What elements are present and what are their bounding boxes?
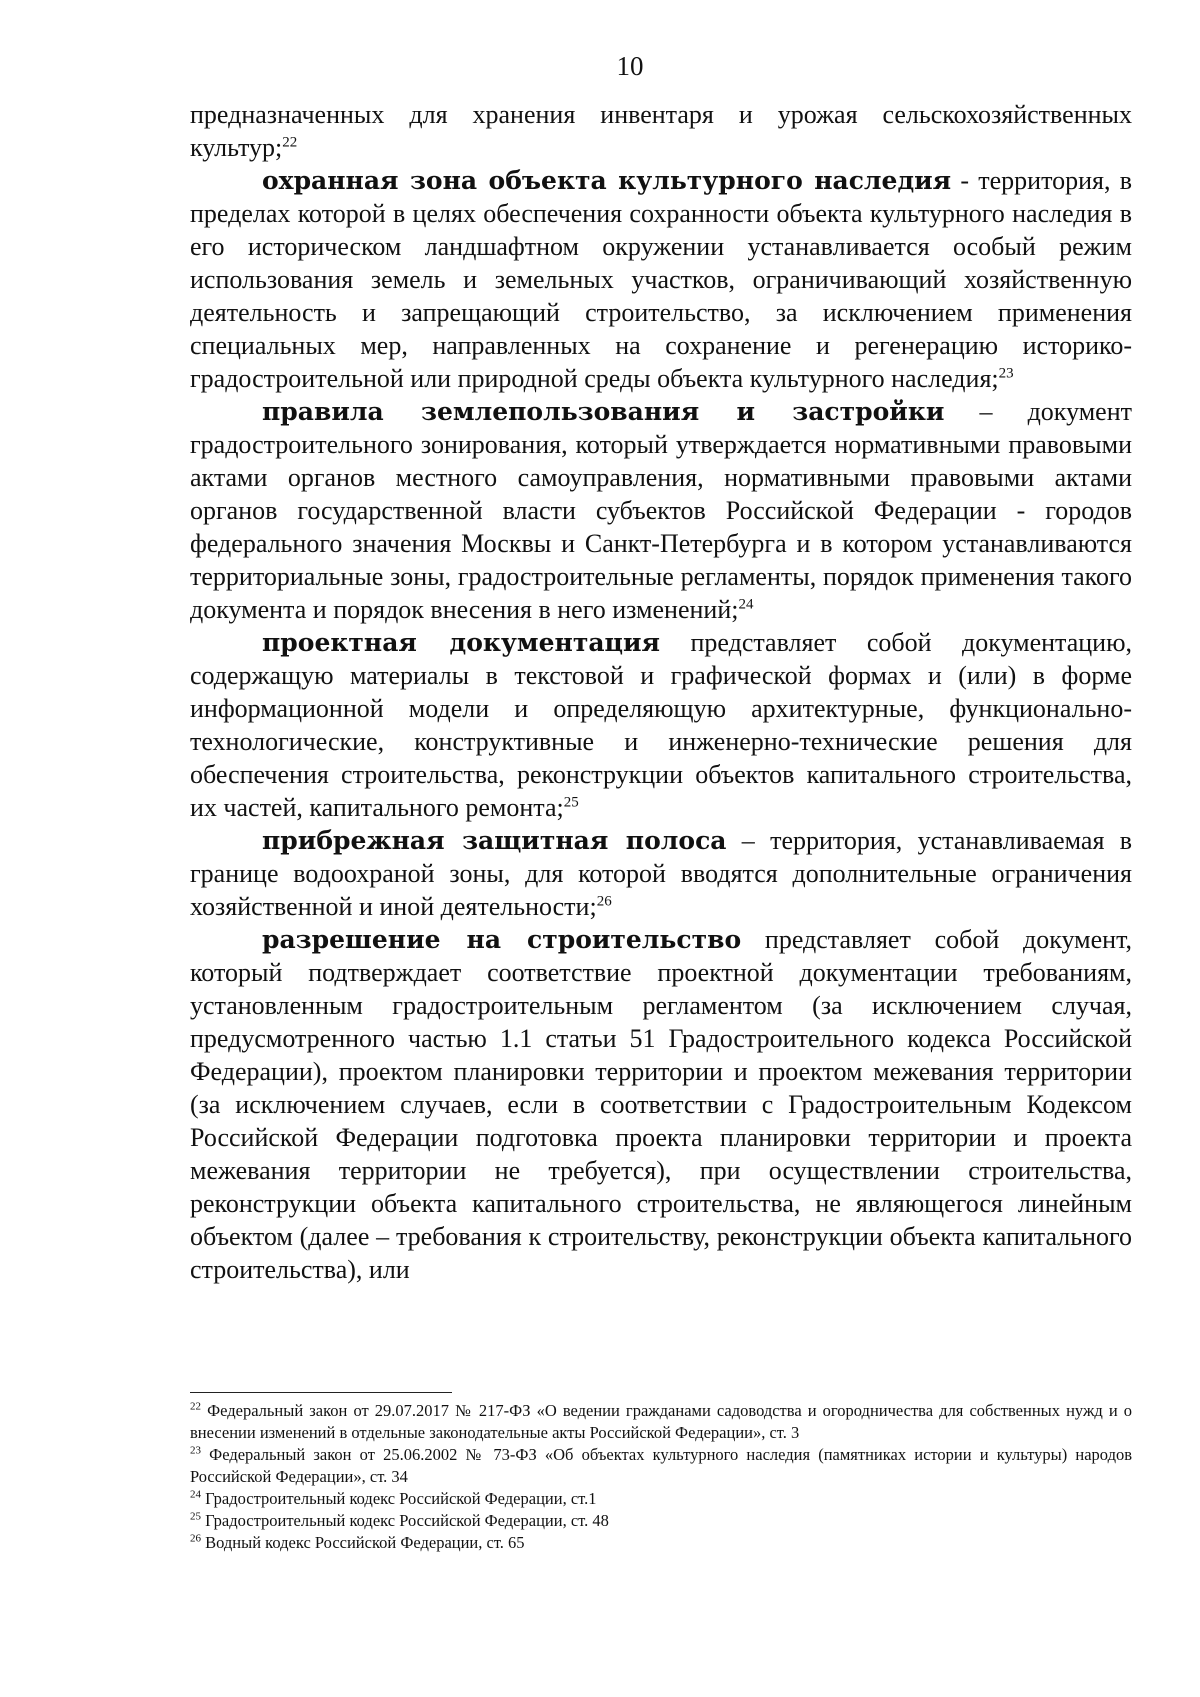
continuation-text: предназначенных для хранения инвентаря и урожая сельскохозяйственных культур; — [190, 100, 1132, 162]
footnote-text: Федеральный закон от 29.07.2017 № 217-ФЗ «О ведении гражданами садоводства и огородничества для собственных нужд и о внесении изменений в отдельные законодательные акты Российской Федерации», ст. 3 — [190, 1401, 1133, 1442]
footnote-text: Федеральный закон от 25.06.2002 № 73-ФЗ «Об объектах культурного наследия (памятниках истории и культуры) народов Российской Федерации», ст. 34 — [190, 1445, 1133, 1486]
definition-text: – территория, устанавливаемая в границе водоохраной зоны, для которой вводятся дополнительные ограничения хозяйственной и иной деятельности; — [190, 826, 1132, 921]
footnote-text: Водный кодекс Российской Федерации, ст. 65 — [205, 1533, 525, 1552]
footnote-number: 23 — [190, 1444, 201, 1457]
definition-term: правила землепользования и застройки — [262, 397, 945, 426]
footnote — [190, 1400, 1132, 1444]
definition-entry — [190, 824, 1132, 923]
footnote-text: Градостроительный кодекс Российской Федерации, ст. 48 — [205, 1511, 609, 1530]
footnote-ref: 22 — [282, 134, 298, 151]
footnote-number: 25 — [190, 1510, 201, 1523]
definition-term: проектная документация — [262, 628, 661, 657]
footnote-number: 26 — [190, 1532, 201, 1545]
footnote-separator — [190, 1392, 452, 1393]
definition-text: – документ градостроительного зонирования, который утверждается нормативными правовыми актами органов местного самоуправления, нормативными правовыми актами органов государственной власти субъектов Российской Федерации - городов федерального значения Москвы и Санкт-Петербурга и в котором устанавливаются территориальные зоны, градостроительные регламенты, порядок применения такого документа и порядок внесения в него изменений; — [190, 397, 1133, 624]
footnote — [190, 1444, 1132, 1488]
definition-entry — [190, 395, 1132, 626]
definition-text: - территория, в пределах которой в целях обеспечения сохранности объекта культурного наследия в его историческом ландшафтном окружении устанавливается особый режим использования земель и земельных участков, ограничивающий хозяйственную деятельность и запрещающий строительство, за исключением применения специальных мер, направленных на сохранение и регенерацию историко-градостроительной или природной среды объекта культурного наследия; — [190, 166, 1132, 393]
footnote-ref: 24 — [738, 596, 754, 613]
footnote-number: 24 — [190, 1488, 201, 1501]
definition-entry — [190, 164, 1132, 395]
footnote-ref: 23 — [998, 365, 1014, 382]
footnote — [190, 1510, 1132, 1532]
footnote-ref: 26 — [596, 893, 612, 910]
definition-term: прибрежная защитная полоса — [262, 826, 727, 855]
footnote-text: Градостроительный кодекс Российской Федерации, ст.1 — [205, 1489, 597, 1508]
footnote-ref: 25 — [563, 794, 579, 811]
definition-text: представляет собой документацию, содержащую материалы в текстовой и графической формах и (или) в форме информационной модели и определяющую архитектурные, функционально-технологические, конструктивные и инженерно-технические решения для обеспечения строительства, реконструкции объектов капитального строительства, их частей, капитального ремонта; — [190, 628, 1132, 822]
footnotes — [190, 1400, 1132, 1554]
definition-text: представляет собой документ, который подтверждает соответствие проектной документации требованиям, установленным градостроительным регламентом (за исключением случая, предусмотренного частью 1.1 статьи 51 Градостроительного кодекса Российской Федерации), проектом планировки территории и проектом межевания территории (за исключением случаев, если в соответствии с Градостроительным Кодексом Российской Федерации подготовка проекта планировки территории и проекта межевания территории не требуется), при осуществлении строительства, реконструкции объекта капитального строительства, не являющегося линейным объектом (далее – требования к строительству, реконструкции объекта капитального строительства), или — [190, 925, 1132, 1284]
definition-term: разрешение на строительство — [262, 925, 742, 954]
body-text — [190, 98, 1132, 1286]
continuation-paragraph — [190, 98, 1132, 164]
definition-entry — [190, 923, 1132, 1286]
definition-entry — [190, 626, 1132, 824]
footnote — [190, 1488, 1132, 1510]
footnote-number: 22 — [190, 1400, 201, 1413]
page-number: 10 — [616, 51, 644, 81]
footnote — [190, 1532, 1132, 1554]
definition-term: охранная зона объекта культурного наследия — [262, 166, 952, 195]
